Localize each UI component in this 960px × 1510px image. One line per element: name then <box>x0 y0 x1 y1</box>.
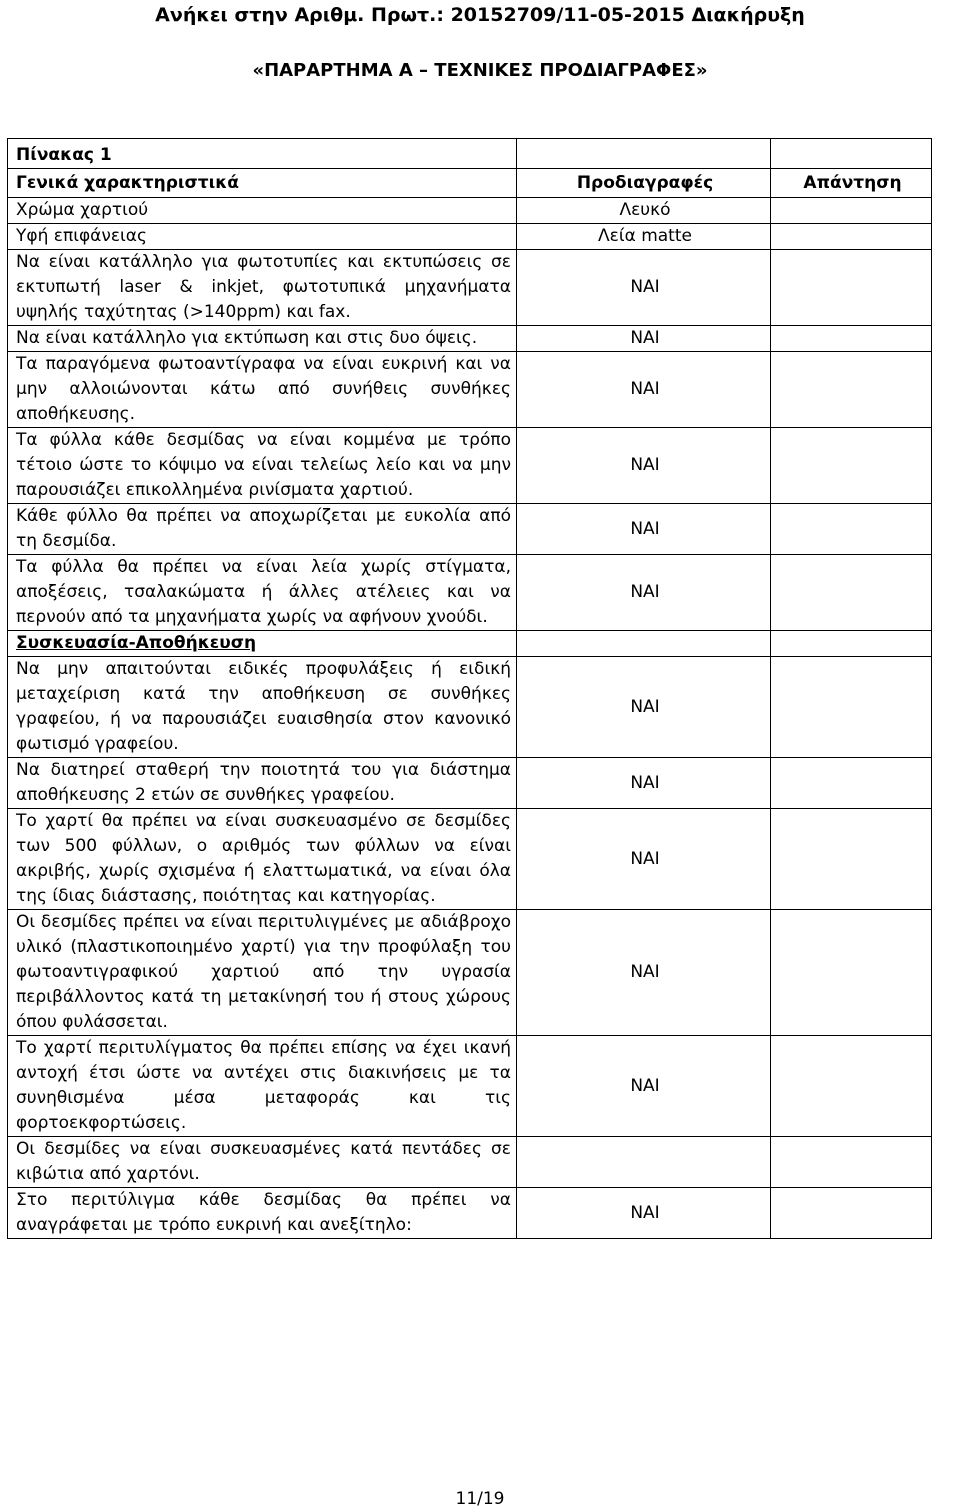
requirement-text: Υφή επιφάνειας <box>8 224 517 250</box>
requirement-text: Οι δεσμίδες πρέπει να είναι περιτυλιγμένες με αδιάβροχο υλικό (πλαστικοποιημένο χαρτί) για την προφύλαξη του φωτοαντιγραφικού χαρτιού από την υγρασία περιβάλλοντος κατά τη μετακίνησή του ή στους χώρους όπου φυλάσσεται. <box>8 910 517 1036</box>
table-row <box>8 758 932 809</box>
table-row <box>8 657 932 758</box>
specification-value: ΝΑΙ <box>517 250 771 326</box>
answer-cell[interactable] <box>771 1036 932 1137</box>
annex-title: «ΠΑΡΑΡΤΗΜΑ Α – ΤΕΧΝΙΚΕΣ ΠΡΟΔΙΑΓΡΑΦΕΣ» <box>252 60 708 81</box>
answer-cell[interactable] <box>771 910 932 1036</box>
answer-cell[interactable] <box>771 1137 932 1188</box>
answer-cell[interactable] <box>771 758 932 809</box>
requirement-text: Τα φύλλα κάθε δεσμίδας να είναι κομμένα με τρόπο τέτοιο ώστε το κόψιμο να είναι τελείως λείο και να μην παρουσιάζει επικολλημένα ρινίσματα χαρτιού. <box>8 428 517 504</box>
specifications-table <box>7 138 932 1239</box>
requirement-text: Να διατηρεί σταθερή την ποιοτητά του για διάστημα αποθήκευσης 2 ετών σε συνθήκες γραφείου. <box>8 758 517 809</box>
table-row <box>8 326 932 352</box>
specification-value: ΝΑΙ <box>517 326 771 352</box>
answer-cell[interactable] <box>771 1188 932 1239</box>
table-row <box>8 198 932 224</box>
specification-value <box>517 1137 771 1188</box>
answer-cell[interactable] <box>771 555 932 631</box>
table-row <box>8 250 932 326</box>
requirement-text: Το χαρτί περιτυλίγματος θα πρέπει επίσης να έχει ικανή αντοχή έτσι ώστε να αντέχει στις διακινήσεις με τα συνηθισμένα μέσα μεταφοράς και τις φορτοεκφορτώσεις. <box>8 1036 517 1137</box>
table-row <box>8 352 932 428</box>
specification-value: ΝΑΙ <box>517 352 771 428</box>
requirement-text: Το χαρτί θα πρέπει να είναι συσκευασμένο σε δεσμίδες των 500 φύλλων, ο αριθμός των φύλλων να είναι ακριβής, χωρίς σχισμένα ή ελαττωματικά, να είναι όλα της ίδιας διάστασης, ποιότητας και κατηγορίας. <box>8 809 517 910</box>
table-row <box>8 910 932 1036</box>
requirement-text: Οι δεσμίδες να είναι συσκευασμένες κατά πεντάδες σε κιβώτια από χαρτόνι. <box>8 1137 517 1188</box>
specification-value: Λεία matte <box>517 224 771 250</box>
answer-cell[interactable] <box>771 198 932 224</box>
table-row <box>8 809 932 910</box>
section-row <box>8 631 932 657</box>
table-row <box>8 1036 932 1137</box>
answer-cell[interactable] <box>771 504 932 555</box>
answer-cell[interactable] <box>771 352 932 428</box>
requirement-text: Τα παραγόμενα φωτοαντίγραφα να είναι ευκρινή και να μην αλλοιώνονται κάτω από συνήθεις συνθήκες αποθήκευσης. <box>8 352 517 428</box>
answer-cell[interactable] <box>771 224 932 250</box>
specification-value: ΝΑΙ <box>517 657 771 758</box>
table-row <box>8 428 932 504</box>
document-reference: Ανήκει στην Αριθμ. Πρωτ.: 20152709/11-05-2015 Διακήρυξη <box>155 4 805 26</box>
answer-cell[interactable] <box>771 657 932 758</box>
table-row <box>8 504 932 555</box>
answer-cell[interactable] <box>771 428 932 504</box>
table-title: Πίνακας 1 <box>8 139 517 169</box>
requirement-text: Να είναι κατάλληλο για εκτύπωση και στις δυο όψεις. <box>8 326 517 352</box>
specification-value: ΝΑΙ <box>517 428 771 504</box>
requirement-text: Κάθε φύλλο θα πρέπει να αποχωρίζεται με ευκολία από τη δεσμίδα. <box>8 504 517 555</box>
column-header-specifications: Προδιαγραφές <box>517 169 771 198</box>
specification-value: Λευκό <box>517 198 771 224</box>
answer-cell[interactable] <box>771 326 932 352</box>
specification-value: ΝΑΙ <box>517 758 771 809</box>
table-header-row <box>8 169 932 198</box>
requirement-text: Να είναι κατάλληλο για φωτοτυπίες και εκτυπώσεις σε εκτυπωτή laser & inkjet, φωτοτυπικά μηχανήματα υψηλής ταχύτητας (>140ppm) και fax. <box>8 250 517 326</box>
table-row <box>8 1188 932 1239</box>
requirement-text: Να μην απαιτούνται ειδικές προφυλάξεις ή ειδική μεταχείριση κατά την αποθήκευση σε συνθήκες γραφείου, ή να παρουσιάζει ευαισθησία στον κανονικό φωτισμό γραφείου. <box>8 657 517 758</box>
specification-value: ΝΑΙ <box>517 910 771 1036</box>
column-header-characteristics: Γενικά χαρακτηριστικά <box>8 169 517 198</box>
page-number: 11/19 <box>455 1489 505 1509</box>
table-row <box>8 555 932 631</box>
requirement-text: Στο περιτύλιγμα κάθε δεσμίδας θα πρέπει να αναγράφεται με τρόπο ευκρινή και ανεξίτηλο: <box>8 1188 517 1239</box>
section-title: Συσκευασία-Αποθήκευση <box>8 631 517 657</box>
column-header-answer: Απάντηση <box>771 169 932 198</box>
specification-value: ΝΑΙ <box>517 809 771 910</box>
specification-value: ΝΑΙ <box>517 1036 771 1137</box>
specification-value: ΝΑΙ <box>517 555 771 631</box>
requirement-text: Τα φύλλα θα πρέπει να είναι λεία χωρίς στίγματα, αποξέσεις, τσαλακώματα ή άλλες ατέλειες και να περνούν από τα μηχανήματα χωρίς να αφήνουν χνούδι. <box>8 555 517 631</box>
table-row <box>8 1137 932 1188</box>
answer-cell[interactable] <box>771 250 932 326</box>
table-row <box>8 224 932 250</box>
answer-cell[interactable] <box>771 809 932 910</box>
specification-value: ΝΑΙ <box>517 1188 771 1239</box>
specification-value: ΝΑΙ <box>517 504 771 555</box>
requirement-text: Χρώμα χαρτιού <box>8 198 517 224</box>
table-title-row <box>8 139 932 169</box>
